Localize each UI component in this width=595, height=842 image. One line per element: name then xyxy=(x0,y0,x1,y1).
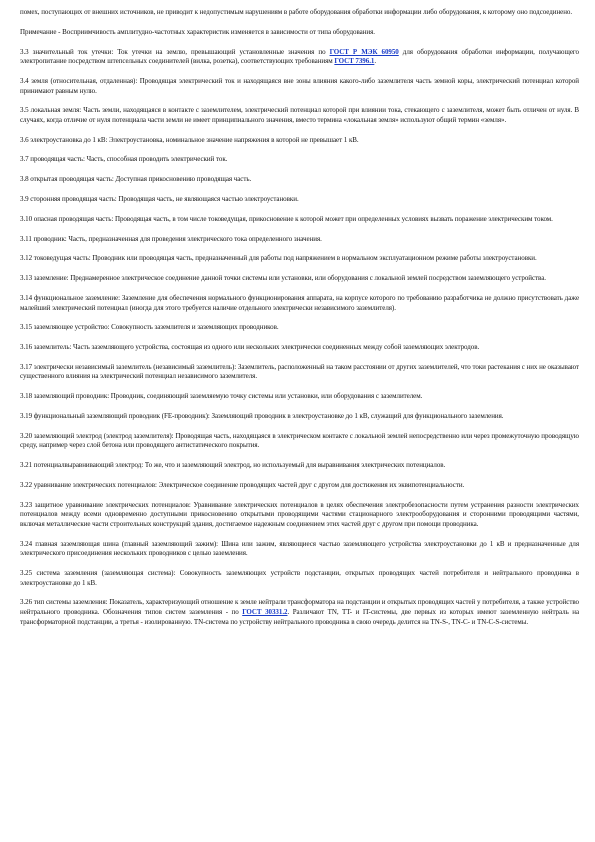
paragraph xyxy=(20,598,579,627)
paragraph-text: 3.10 опасная проводящая часть: Проводящая часть, в том числе токоведущая, прикосновение к которой может при определенных условиях вызвать поражение электрическим током. xyxy=(20,214,553,223)
paragraph-text: 3.5 локальная земля: Часть земли, находящаяся в контакте с заземлителем, электрический потенциал которой при влиянии тока, стекающего с заземлителя, может быть отличен от нуля. В случаях, когда отличие от нуля потенциала части земли не имеет принципиального значения, вместо термина «локальная земля» используют общий термин «земля». xyxy=(20,106,579,124)
paragraph-text: 3.7 проводящая часть: Часть, способная проводить электрический ток. xyxy=(20,155,228,164)
paragraph-text: 3.20 заземляющий электрод (электрод заземлителя): Проводящая часть, находящаяся в электрическом контакте с локальной землей непосредственно или через промежуточную проводящую среду, например через слой бетона или проводящего антистатического покрытия. xyxy=(20,431,579,450)
paragraph xyxy=(20,540,579,559)
paragraph xyxy=(20,461,579,471)
paragraph-text: 3.17 электрически независимый заземлитель (независимый заземлитель): Заземлитель, расположенный на таком расстоянии от других заземлителей, что токи растекания с них не оказывают существенного влияния на электрический потенциал независимого заземлителя. xyxy=(20,362,579,381)
paragraph xyxy=(20,235,579,245)
paragraph-text: 3.19 функциональный заземляющий проводник (FE-проводник): Заземляющий проводник в электроустановке до 1 кВ, служащий для функционального заземления. xyxy=(20,412,504,421)
standard-reference-link[interactable]: ГОСТ Р МЭК 60950 xyxy=(329,47,399,56)
paragraph xyxy=(20,501,579,530)
paragraph xyxy=(20,481,579,491)
paragraph-text: 3.11 проводник: Часть, предназначенная для проведения электрического тока определенного значения. xyxy=(20,234,322,243)
paragraph-text: 3.16 заземлитель: Часть заземляющего устройства, состоящая из одного или нескольких электрически соединенных между собой заземляющих электродов. xyxy=(20,343,480,352)
paragraph xyxy=(20,28,579,38)
paragraph-text: 3.23 защитное уравнивание электрических потенциалов: Уравнивание электрических потенциалов в целях обеспечения электробезопасности путем устранения разности электрических потенциалов между всеми одновременно доступными прикосновению открытыми проводящими частями стационарного электрооборудования и сторонними проводящими частями, включая металлические части строительных конструкций здания, достигаемое надежным соединением этих частей друг с другом при помощи проводника. xyxy=(20,500,579,528)
paragraph xyxy=(20,323,579,333)
paragraph xyxy=(20,294,579,313)
paragraph xyxy=(20,195,579,205)
paragraph xyxy=(20,363,579,382)
paragraph xyxy=(20,412,579,422)
paragraph-text: 3.9 сторонняя проводящая часть: Проводящая часть, не являющаяся частью электроустановки. xyxy=(20,195,299,204)
paragraph-text: 3.14 функциональное заземление: Заземление для обеспечения нормального функционирования аппарата, на корпусе которого по требованию разработчика не должно присутствовать даже малейший электрический потенциал (иногда для этого требуется наличие отдельного электрически независимого заземлителя). xyxy=(20,293,579,312)
standard-reference-link[interactable]: ГОСТ 30331.2 xyxy=(242,608,288,617)
paragraph-text: 3.13 заземление: Преднамеренное электрическое соединение данной точки системы или установки, или оборудования с локальной землей посредством заземляющего устройства. xyxy=(20,274,546,283)
paragraph xyxy=(20,343,579,353)
paragraph xyxy=(20,106,579,125)
paragraph xyxy=(20,274,579,284)
paragraph xyxy=(20,432,579,451)
paragraph-text: . xyxy=(374,57,377,66)
paragraph xyxy=(20,48,579,67)
paragraph-text: для оборудования обработки информации, получающего электропитание посредством штепсельных соединителей (вилка, розетка), соответствующих требованиям xyxy=(20,47,579,66)
paragraph xyxy=(20,155,579,165)
paragraph-text: 3.22 уравнивание электрических потенциалов: Электрическое соединение проводящих частей друг с другом для достижения их эквипотенциальности. xyxy=(20,480,465,489)
paragraph xyxy=(20,392,579,402)
paragraph-text: 3.21 потенциалвыравнивающий электрод: То же, что и заземляющий электрод, но используемый для выравнивания электрических потенциалов. xyxy=(20,461,446,470)
paragraph-text: 3.25 система заземления (заземляющая система): Совокупность заземляющих устройств подстанции, открытых проводящих частей потребителя и нейтрального проводника в электроустановке до 1 кВ. xyxy=(20,569,579,587)
paragraph xyxy=(20,569,579,588)
paragraph xyxy=(20,175,579,185)
paragraph-text: Примечание - Восприимчивость амплитудно-частотных характеристик изменяется в зависимости от типа оборудования. xyxy=(20,27,375,36)
paragraph xyxy=(20,215,579,225)
paragraph-text: 3.12 токоведущая часть: Проводник или проводящая часть, предназначенный для работы под напряжением в нормальном эксплуатационном режиме работы электроустановки. xyxy=(20,254,537,263)
document-body xyxy=(20,8,579,637)
paragraph xyxy=(20,8,579,18)
paragraph xyxy=(20,77,579,96)
paragraph-text: 3.26 тип системы заземления: Показатель, характеризующий отношение к земле нейтрали трансформатора на подстанции и открытых проводящих частей у потребителя, а также устройство нейтрального проводника. Обозначения типов систем заземления - по xyxy=(20,598,579,617)
paragraph-text: 3.4 земля (относительная, отдаленная): Проводящая электрический ток и находящаяся вне зоны влияния какого-либо заземлителя часть земной коры, электрический потенциал которой принимают равным нулю. xyxy=(20,76,579,95)
paragraph-text: 3.18 заземляющий проводник: Проводник, соединяющий заземляемую точку системы или установки, или оборудования с заземлителем. xyxy=(20,392,423,401)
paragraph-text: . Различают TN, TT- и IT-системы, две первых из которых имеют заземленную нейтраль на трансформаторной подстанции, а третья - изолированную. TN-система по устройству нейтрального проводника в свою очередь делится на TN-S-, TN-C- и TN-C-S-системы. xyxy=(20,608,580,626)
paragraph xyxy=(20,136,579,146)
paragraph-text: 3.3 значительный ток утечки: Ток утечки на землю, превышающий установленные значения по xyxy=(20,47,330,56)
paragraph-text: помех, поступающих от внешних источников, не приводит к недопустимым нарушениям в работе оборудования обработки информации либо оборудования, к которому оно подсоединено. xyxy=(20,8,573,16)
standard-reference-link[interactable]: ГОСТ 7396.1 xyxy=(334,57,375,66)
paragraph xyxy=(20,254,579,264)
paragraph-text: 3.24 главная заземляющая шина (главный заземляющий зажим): Шина или зажим, являющиеся частью заземляющего устройства электроустановки до 1 кВ и предназначенные для электрического присоединения нескольких проводников с целью заземления. xyxy=(20,539,579,558)
paragraph-text: 3.8 открытая проводящая часть: Доступная прикосновению проводящая часть. xyxy=(20,175,252,184)
paragraph-text: 3.15 заземляющее устройство: Совокупность заземлителя и заземляющих проводников. xyxy=(20,323,279,332)
paragraph-text: 3.6 электроустановка до 1 кВ: Электроустановка, номинальное значение напряжения в которой не превышает 1 кВ. xyxy=(20,135,359,144)
